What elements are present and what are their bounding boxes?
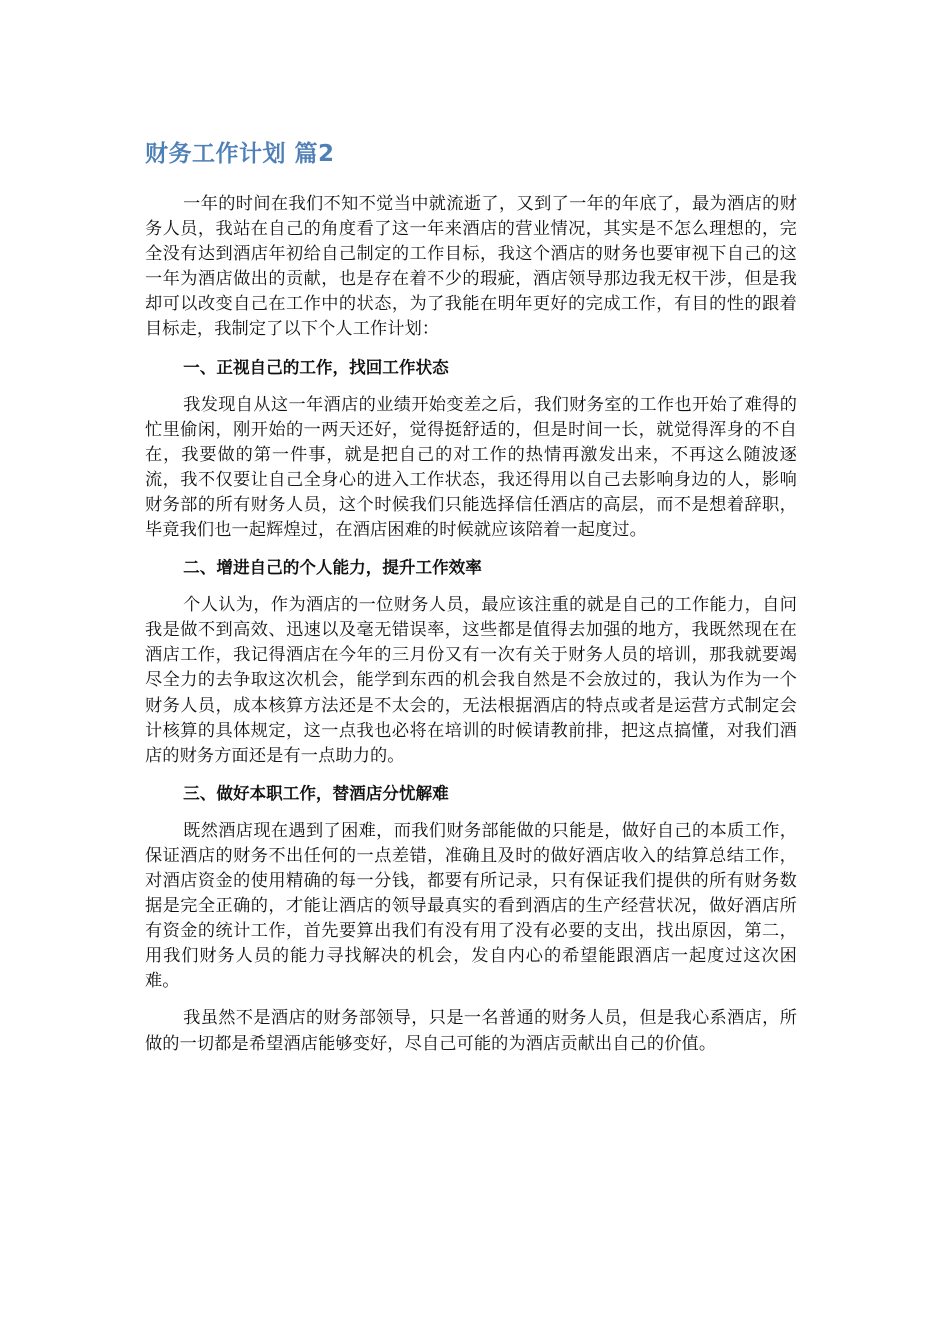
section-body-2: 个人认为，作为酒店的一位财务人员，最应该注重的就是自己的工作能力，自问我是做不到高效、迅速以及毫无错误率，这些都是值得去加强的地方，我既然现在在酒店工作，我记得酒店在今年的三月份又有一次有关于财务人员的培训，那我就要竭尽全力的去争取这次机会，能学到东西的机会我自然是不会放过的，我认为作为一个财务人员，成本核算方法还是不太会的，无法根据酒店的特点或者是运营方式制定会计核算的具体规定，这一点我也必将在培训的时候请教前排，把这点搞懂，对我们酒店的财务方面还是有一点助力的。 [145, 595, 797, 766]
section-heading-1: 一、正视自己的工作，找回工作状态 [183, 357, 449, 377]
document-title: 财务工作计划 篇2 [145, 141, 335, 167]
section-heading-3: 三、做好本职工作，替酒店分忧解难 [183, 783, 449, 803]
section-heading-2: 二、增进自己的个人能力，提升工作效率 [183, 558, 482, 578]
section-body-1: 我发现自从这一年酒店的业绩开始变差之后，我们财务室的工作也开始了难得的忙里偷闲，刚开始的一两天还好，觉得挺舒适的，但是时间一长，就觉得浑身的不自在，我要做的第一件事，就是把自己的对工作的热情再激发出来，不再这么随波逐流，我不仅要让自己全身心的进入工作状态，我还得用以自己去影响身边的人，影响财务部的所有财务人员，这个时候我们只能选择信任酒店的高层，而不是想着辞职，毕竟我们也一起辉煌过，在酒店困难的时候就应该陪着一起度过。 [145, 394, 797, 541]
document-page [145, 130, 797, 1069]
section-body-3: 既然酒店现在遇到了困难，而我们财务部能做的只能是，做好自己的本质工作，保证酒店的财务不出任何的一点差错，准确且及时的做好酒店收入的结算总结工作，对酒店资金的使用精确的每一分钱，都要有所记录，只有保证我们提供的所有财务数据是完全正确的，才能让酒店的领导最真实的看到酒店的生产经营状况，做好酒店所有资金的统计工作，首先要算出我们有没有用了没有必要的支出，找出原因，第二，用我们财务人员的能力寻找解决的机会，发自内心的希望能跟酒店一起度过这次困难。 [145, 820, 797, 992]
closing-paragraph: 我虽然不是酒店的财务部领导，只是一名普通的财务人员，但是我心系酒店，所做的一切都是希望酒店能够变好，尽自己可能的为酒店贡献出自己的价值。 [145, 1008, 797, 1054]
intro-paragraph: 一年的时间在我们不知不觉当中就流逝了，又到了一年的年底了，最为酒店的财务人员，我站在自己的角度看了这一年来酒店的营业情况，其实是不怎么理想的，完全没有达到酒店年初给自己制定的工作目标，我这个酒店的财务也要审视下自己的这一年为酒店做出的贡献，也是存在着不少的瑕疵，酒店领导那边我无权干涉，但是我却可以改变自己在工作中的状态，为了我能在明年更好的完成工作，有目的性的跟着目标走，我制定了以下个人工作计划： [145, 194, 797, 340]
